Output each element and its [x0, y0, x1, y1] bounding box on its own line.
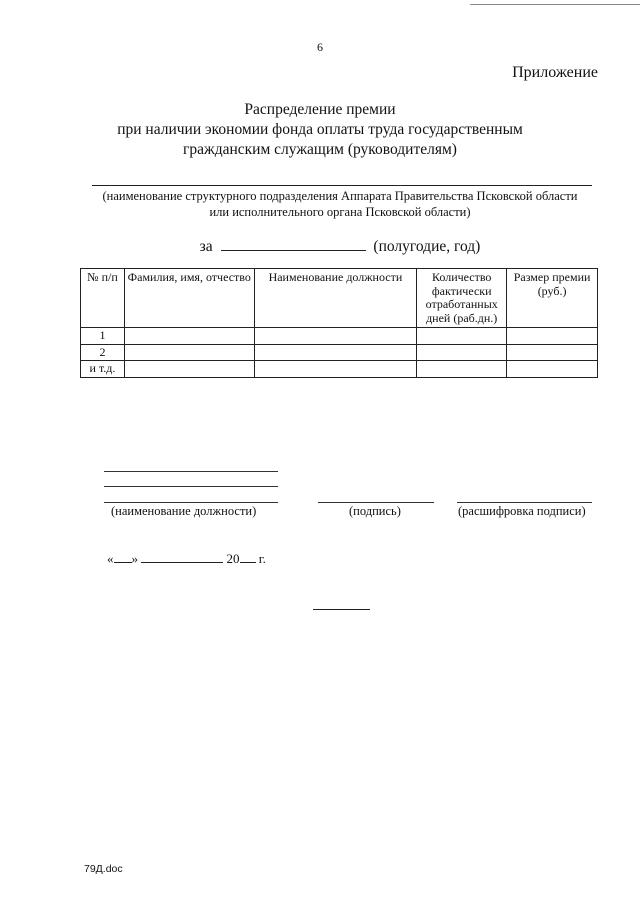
- header-bonus-amount: Размер премии (руб.): [507, 269, 598, 328]
- signature-blank-line: [318, 502, 434, 503]
- position-blank-line-2: [104, 486, 278, 487]
- header-full-name: Фамилия, имя, отчество: [124, 269, 254, 328]
- cell-bonus-amount: [507, 361, 598, 378]
- cell-full-name: [124, 344, 254, 361]
- title-line-2: при наличии экономии фонда оплаты труда государственным: [117, 121, 523, 138]
- period-suffix: (полугодие, год): [373, 238, 481, 255]
- title-line-1: Распределение премии: [244, 101, 396, 118]
- header-number: № п/п: [81, 269, 125, 328]
- decoding-blank-line: [457, 502, 592, 503]
- cell-days-worked: [417, 344, 507, 361]
- date-open-quote: «: [107, 551, 114, 566]
- position-caption: (наименование должности): [111, 504, 257, 518]
- header-position: Наименование должности: [254, 269, 417, 328]
- year-prefix: 20: [226, 551, 240, 566]
- table-row: [81, 361, 598, 378]
- date-line: [107, 550, 266, 567]
- document-title: [0, 100, 640, 160]
- period-blank: [221, 236, 366, 251]
- year-blank: [240, 550, 256, 563]
- table-header-row: [81, 269, 598, 328]
- position-blank-line-3: [104, 502, 278, 503]
- table-row: [81, 344, 598, 361]
- org-caption-line-1: (наименование структурного подразделения Аппарата Правительства Псковской области: [102, 189, 578, 203]
- date-close-quote: »: [131, 551, 138, 566]
- cell-bonus-amount: [507, 344, 598, 361]
- period-prefix: за: [199, 238, 213, 255]
- month-blank: [141, 550, 223, 563]
- row-number: 2: [81, 344, 125, 361]
- day-blank: [114, 550, 132, 563]
- cell-position: [254, 361, 417, 378]
- page-number: 6: [317, 40, 323, 54]
- header-days-worked: Количество фактически отработанных дней (раб.дн.): [417, 269, 507, 328]
- cell-days-worked: [417, 361, 507, 378]
- org-caption: [0, 188, 640, 220]
- cell-position: [254, 344, 417, 361]
- cell-bonus-amount: [507, 328, 598, 345]
- year-suffix: г.: [258, 551, 266, 566]
- org-name-blank-line: [92, 185, 592, 186]
- cell-full-name: [124, 361, 254, 378]
- end-rule: [313, 609, 370, 610]
- position-blank-line-1: [104, 471, 278, 472]
- org-caption-line-2: или исполнительного органа Псковской области): [209, 205, 471, 219]
- decoding-caption: (расшифровка подписи): [458, 504, 586, 518]
- signature-caption: (подпись): [349, 504, 401, 518]
- title-line-3: гражданским служащим (руководителям): [183, 141, 457, 158]
- row-number: 1: [81, 328, 125, 345]
- row-number: и т.д.: [81, 361, 125, 378]
- cell-days-worked: [417, 328, 507, 345]
- appendix-label: Приложение: [512, 64, 598, 81]
- table-row: [81, 328, 598, 345]
- cell-full-name: [124, 328, 254, 345]
- file-name-footer: 79Д.doc: [84, 863, 123, 875]
- scan-top-rule: [470, 4, 640, 5]
- period-line: [0, 236, 640, 256]
- cell-position: [254, 328, 417, 345]
- distribution-table: [80, 268, 598, 378]
